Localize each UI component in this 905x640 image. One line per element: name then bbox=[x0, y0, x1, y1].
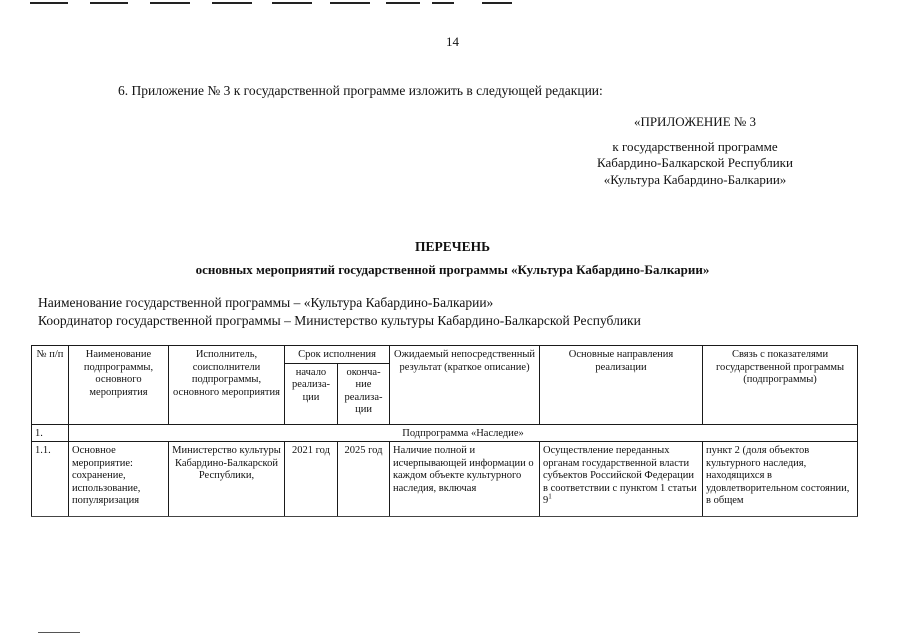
table-header-row bbox=[32, 346, 858, 364]
intro-paragraph: 6. Приложение № 3 к государственной программе изложить в следующей редакции: bbox=[118, 83, 603, 98]
subprogram-label: Подпрограмма «Наследие» bbox=[69, 424, 858, 442]
header-term-end: оконча- ние реализа- ции bbox=[338, 363, 390, 424]
footnote-separator bbox=[38, 632, 80, 633]
scan-artifact bbox=[150, 2, 190, 4]
footnote-ref: 1 bbox=[548, 492, 552, 501]
table-row bbox=[32, 442, 858, 517]
program-coordinator: Координатор государственной программы – Министерство культуры Кабардино-Балкарской Республики bbox=[38, 313, 641, 328]
scan-artifact bbox=[212, 2, 252, 4]
appendix-title: «ПРИЛОЖЕНИЕ № 3 bbox=[633, 114, 757, 129]
row-end: 2025 год bbox=[338, 442, 390, 517]
scan-artifact bbox=[272, 2, 312, 4]
row-name: Основное мероприятие: сохранение, использование, популяризация bbox=[69, 442, 169, 517]
header-link: Связь с показателями государственной программы (подпрограммы) bbox=[703, 346, 858, 425]
scan-artifact bbox=[386, 2, 420, 4]
scan-artifact bbox=[482, 2, 512, 4]
row-result: Наличие полной и исчерпывающей информации о каждом объекте культурного наследия, включая bbox=[390, 442, 540, 517]
row-directions-text: Осуществление переданных органам государственной власти субъектов Российской Федерации в соответствии с пунктом 1 статьи 9 bbox=[543, 445, 697, 506]
page-number: 14 bbox=[446, 34, 459, 49]
row-executor: Министерство культуры Кабардино-Балкарской Республики, bbox=[169, 442, 285, 517]
subprogram-num: 1. bbox=[32, 424, 69, 442]
appendix-line: «Культура Кабардино-Балкарии» bbox=[603, 171, 787, 187]
header-result: Ожидаемый непосредственный результат (краткое описание) bbox=[390, 346, 540, 425]
header-directions: Основные направления реализации bbox=[540, 346, 703, 425]
scan-artifact bbox=[432, 2, 454, 4]
row-start: 2021 год bbox=[285, 442, 338, 517]
subprogram-row bbox=[32, 424, 858, 442]
scan-artifact bbox=[30, 2, 68, 4]
row-link: пункт 2 (доля объектов культурного наследия, находящихся в удовлетворительном состоянии, в общем bbox=[703, 442, 858, 517]
program-name: Наименование государственной программы – «Культура Кабардино-Балкарии» bbox=[38, 295, 494, 310]
document-title: ПЕРЕЧЕНЬ bbox=[414, 239, 491, 254]
scan-artifact bbox=[330, 2, 370, 4]
header-executor: Исполнитель, соисполнители подпрограммы, основного мероприятия bbox=[169, 346, 285, 425]
appendix-line: Кабардино-Балкарской Республики bbox=[597, 155, 793, 170]
measures-table bbox=[31, 345, 858, 517]
header-num: № п/п bbox=[32, 346, 69, 425]
row-directions bbox=[540, 442, 703, 517]
header-term: Срок исполнения bbox=[285, 346, 390, 364]
appendix-header bbox=[560, 114, 830, 188]
header-name: Наименование подпрограммы, основного мероприятия bbox=[69, 346, 169, 425]
appendix-line: к государственной программе bbox=[612, 138, 778, 154]
scan-artifact bbox=[90, 2, 128, 4]
document-subtitle: основных мероприятий государственной программы «Культура Кабардино-Балкарии» bbox=[195, 262, 710, 277]
row-num: 1.1. bbox=[32, 442, 69, 517]
header-term-start: начало реализа- ции bbox=[285, 363, 338, 424]
